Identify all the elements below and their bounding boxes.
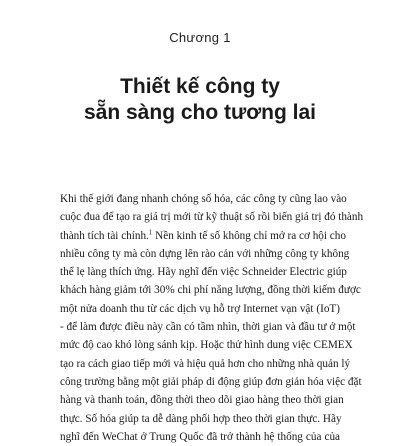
chapter-title-line-2: sẵn sàng cho tương lai [83,101,316,124]
body-line: nhiều công ty mà còn dựng lên rào cản với những công ty không [60,247,350,260]
body-line: thực. Số hóa giúp ta dễ dàng phối hợp theo thời gian thực. Hãy [60,412,342,425]
body-line [60,227,346,245]
chapter-label: Chương 1 [169,30,231,45]
body-text-fragment: Nền kinh tế số không chỉ mở ra cơ hội cho [155,229,346,242]
body-line: một nửa doanh thu từ các dịch vụ hỗ trợ Internet vạn vật (IoT) [60,302,340,315]
body-line: hàng và thanh toán, đồng thời theo dõi giao hàng theo thời gian [60,394,344,407]
body-line: công trường bằng một giải pháp di động giúp đơn giản hóa việc đặt [60,375,362,388]
body-line: tạo ra cách giao tiếp mới và hiệu quả hơn cho những nhà quản lý [60,357,351,370]
chapter-title-line-1: Thiết kế công ty [120,75,280,98]
body-line: khách hàng giảm tới 30% chi phí năng lượng, đồng thời kiếm được [60,284,361,297]
body-line: mức độ cao khó lòng sánh kịp. Hoặc thử hình dung việc CEMEX [60,339,353,352]
body-text-fragment: thành tích tài chính. [60,229,149,242]
body-line: - để làm được điều này cần có tầm nhìn, thời gian và đầu tư ở một [60,321,356,334]
body-paragraph [60,190,364,446]
footnote-marker: 1 [148,227,153,236]
chapter-title [0,74,400,126]
body-line: thể lẹ làng thích ứng. Hãy nghĩ đến việc Schneider Electric giúp [60,266,347,279]
body-line: nghĩ đến WeChat ở Trung Quốc đã trở thành hệ thống của của [60,430,340,443]
body-line: Khi thế giới đang nhanh chóng số hóa, các công ty cũng lao vào [60,193,347,205]
body-line: cuộc đua để tạo ra giá trị mới từ kỹ thuật số rồi biến giá trị đó thành [60,211,364,224]
